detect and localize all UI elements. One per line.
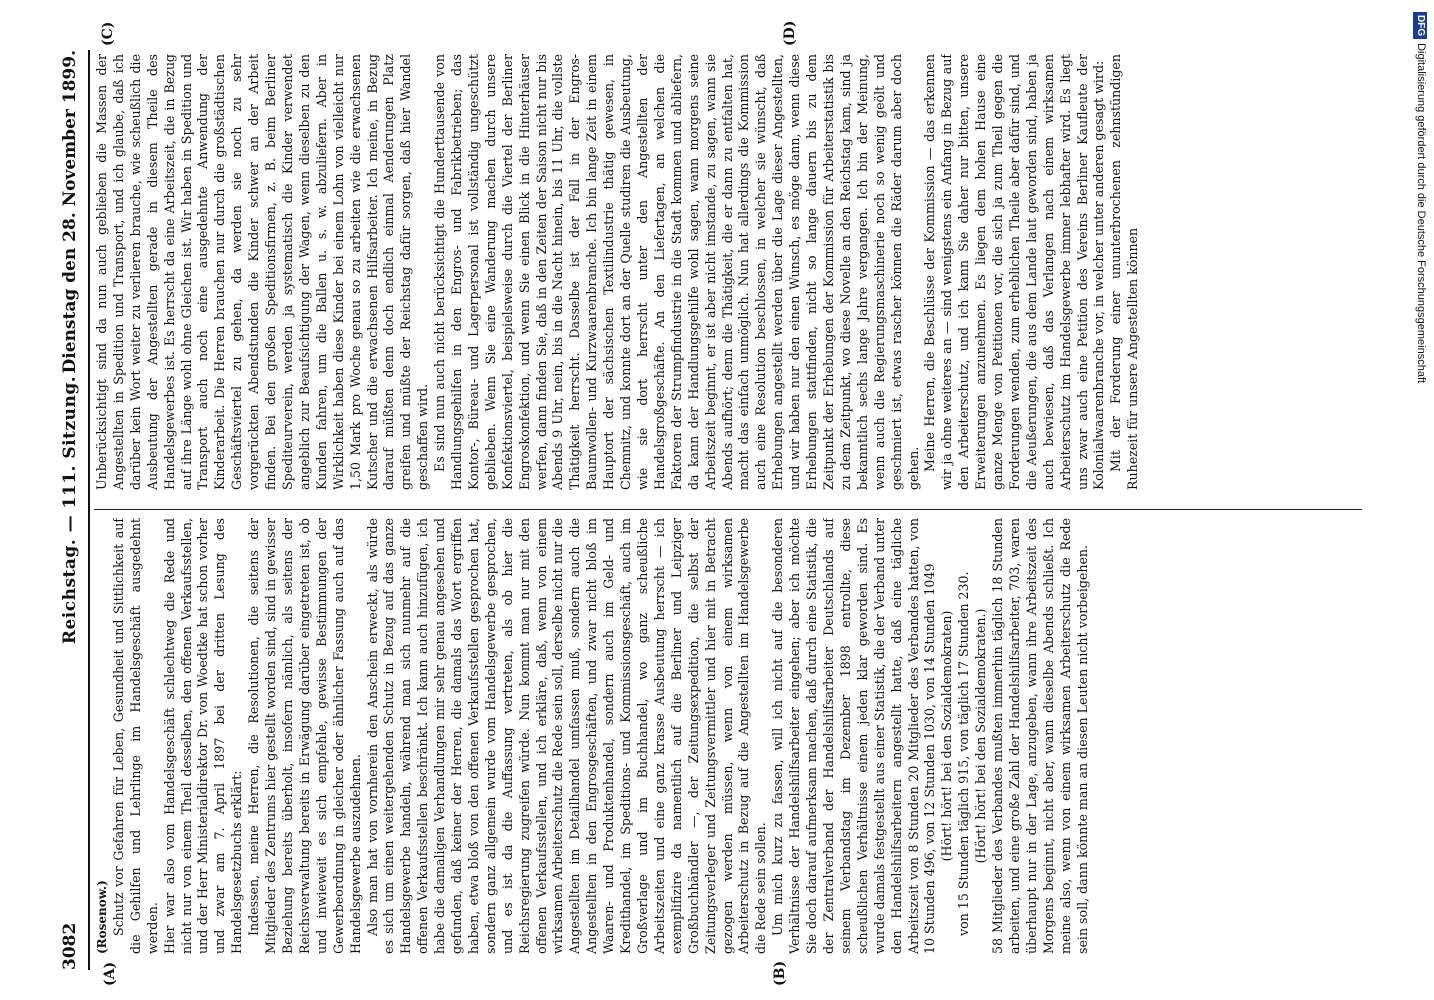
paragraph: 58 Mitglieder des Verbandes mußten immerhin täglich 18 Stunden arbeiten, und eine große Zahl der Handelshilfsarbeiter, 703, waren überhaupt nur in der Lage, anzugeben, wann ihre Arbeitszeit des Morgens beginnt, nicht aber, wann dieselbe Abends schließt. Ich meine also, wenn von einem wirksamen Arbeiterschutz die Rede sein soll, dann könnte man an diesen Leuten nicht vorbeigehen.: [990, 518, 1090, 954]
dfg-logo: DFG: [1413, 12, 1427, 39]
margin-mark-a: (A): [102, 961, 118, 986]
rotated-document-page: [42, 20, 1402, 990]
paragraph: Um mich kurz zu fassen, will ich nicht auf die besonderen Verhältnisse der Handelshilfsarbeiter eingehen; aber ich möchte Sie doch darauf aufmerksam machen, daß durch eine Statistik, die der Zentralverband der Handelshilfsarbeiter Deutschlands auf seinem Verbandstag im Dezember 1898 entrollte, diese scheußlichen Verhältnisse einem jeden klar geworden sind. Es wurde damals festgestellt aus einer Statistik, die der Verband unter den Handelshilfsarbeitern angestellt hatte, daß eine tägliche Arbeitszeit von 8 Stunden 20 Mitglieder des Verbandes hatten, von 10 Stunden 496, von 12 Stunden 1030, von 14 Stunden 1049: [770, 518, 938, 954]
paragraph: Hier war also vom Handelsgeschäft schlechtweg die Rede und nicht nur von einem Theil desselben, den offenen Verkaufsstellen, und der Herr Ministerialdirektor Dr. von Woedtke hat schon vorher und zwar am 7. April 1897 bei der dritten Lesung des Handelsgesetzbuchs erklärt:: [161, 518, 245, 954]
quoted-paragraph: Indessen, meine Herren, die Resolutionen, die seitens der Mitglieder des Zentrums hier gestellt worden sind, sind in gewisser Beziehung bereits überholt, insofern nämlich, als seitens der Reichsverwaltung bereits in Erwägung darüber eingetreten ist, ob und inwieweit es sich empfehle, gewisse Bestimmungen der Gewerbeordnung in gleicher oder ähnlicher Fassung auch auf das Handelsgewerbe auszudehnen.: [246, 518, 363, 954]
paragraph: Unberücksichtigt sind da nun auch geblieben die Massen der Angestellten in Spedition und Transport, und ich glaube, daß ich darüber kein Wort weiter zu verlieren brauche, wie scheußlich die Ausbeutung der Angestellten gerade in diesem Theile des Handelsgewerbes ist. Es herrscht da eine Arbeitszeit, die in Bezug auf ihre Länge wohl ohne Gleichen ist. Wir haben in Spedition und Transport auch noch eine ausgedehnte Anwendung der Kinderarbeit. Die Herren brauchen nur durch die großstädtischen Geschäftsviertel zu gehen, da werden sie noch zu sehr vorgerückten Abendstunden die Kinder schwer an der Arbeit finden. Bei den großen Speditionsfirmen, z. B. beim Berliner Spediteurverein, werden ja systematisch die Kinder verwendet angeblich zur Beaufsichtigung der Wagen, wenn dieselben zu den Kunden fahren, um die Ballen u. s. w. abzuliefern. Aber in Wirklichkeit haben diese Kinder bei einem Lohn von vielleicht nur 1,50 Mark pro Woche genau so zu arbeiten wie die erwachsenen Kutscher und die erwachsenen Hilfsarbeiter. Ich meine, in Bezug darauf müßten denn doch endlich einmal Aenderungen Platz greifen und müßte der Reichstag dafür sorgen, daß hier Wandel geschaffen wird.: [94, 54, 431, 490]
column-divider: [94, 509, 1362, 510]
paragraph: Mit der Forderung einer ununterbrochenen zehnstündigen Ruhezeit für unsere Angestellten können: [1108, 54, 1141, 490]
paragraph: Meine Herren, die Beschlüsse der Kommission — das erkennen wir ja ohne weiteres an — sind wenigstens ein Anfang in Bezug auf den Arbeiterschutz, und ich kann Sie daher nur bitten, unsere Erweiterungen anzunehmen. Es liegen dem hohen Hause eine ganze Menge von Petitionen vor, die sich ja zum Theil gegen die Forderungen wenden, zum erheblichen Theile aber dafür sind, und die Aeußerungen, die aus dem Lande laut geworden sind, haben ja auch bewiesen, daß das Verlangen nach einem wirksamen Arbeiterschutz im Handelsgewerbe immer lebhafter wird. Es liegt uns zwar auch eine Petition des Vereins Berliner Kaufleute der Kolonialwaarenbranche vor, in welcher unter anderen gesagt wird:: [922, 54, 1107, 490]
interjection: (Hört! hört! bei den Sozialdemokraten.): [973, 608, 989, 864]
header-rule: [88, 50, 90, 970]
interjection: (Hört! hört! bei den Sozialdemokraten): [939, 610, 955, 862]
paragraph: Schutz vor Gefahren für Leben, Gesundheit und Sittlichkeit auf die Gehilfen und Lehrlinge im Handelsgeschäft ausgedehnt werden.: [110, 518, 160, 954]
margin-mark-d: (D): [782, 20, 798, 46]
paragraph: von 15 Stunden täglich 915, von täglich 17 Stunden 230.: [956, 571, 972, 936]
page-number: 3082: [60, 922, 80, 970]
right-text-column: [94, 54, 1382, 490]
margin-mark-b: (B): [772, 960, 788, 986]
paragraph: Es sind nun auch nicht berücksichtigt die Hunderttausende von Handlungsgehilfen in den Engros- und Fabrikbetrieben; das Kontor-, Büreau- und Lagerpersonal ist vollständig ungeschützt geblieben. Wenn Sie eine Wanderung machen durch unsere Konfektionsviertel, beispielsweise durch die Viertel der Berliner Engroskonfektion, und wenn Sie einen Blick in die Hinterhäuser werfen, dann finden Sie, daß in den Zeiten der Saison nicht nur bis Abends 9 Uhr, nein, bis in die Nacht hinein, bis 11 Uhr, die vollste Thätigkeit herrscht. Dasselbe ist der Fall in der Engros-Baumwollen- und Kurzwaarenbranche. Ich bin lange Zeit in einem Hauptort der sächsischen Textilindustrie thätig gewesen, in Chemnitz, und konnte dort an der Quelle studiren die Ausbeutung, wie sie dort herrscht unter den Angestellten der Handelsgroßgeschäfte. An den Liefertagen, an welchen die Faktoren der Strumpfindustrie in die Stadt kommen und abliefern, da kann der Handlungsgehilfe wohl sagen, wann morgens seine Arbeitszeit beginnt, er ist aber nicht imstande, zu sagen, wann sie Abends aufhört; denn die Thätigkeit, die er dann zu entfalten hat, macht das einfach unmöglich. Nun hat allerdings die Kommission auch eine Resolution beschlossen, in welcher sie wünscht, daß Erhebungen angestellt werden über die Lage dieser Angestellten, und wir haben nur den einen Wunsch, es möge dann, wenn diese Erhebungen stattfinden, nicht so lange dauern bis zu dem Zeitpunkt der Erhebungen der Kommission für Arbeiterstatistik bis zu dem Zeitpunkt, wo diese Novelle an den Reichstag kam, sind ja bekanntlich sechs lange Jahre vergangen. Ich bin der Meinung, wenn auch die Regierungsmaschinerie noch so wenig geölt und geschmiert ist, etwas rascher können die Räder darum aber doch gehen.: [432, 54, 921, 490]
left-text-column: [94, 518, 1382, 954]
speaker-label: (Rosenow.): [95, 880, 109, 954]
session-date: Dienstag den 28. November 1899.: [60, 50, 80, 374]
digitization-credit-text: Digitalisierung gefördert durch die Deutsche Forschungsgemeinschaft: [1415, 43, 1427, 384]
page-header: [60, 50, 84, 970]
digitization-credit: [1414, 12, 1428, 982]
paragraph: Also man hat von vornherein den Anschein erweckt, als würde es sich um einen weitergehenden Schutz in Bezug auf das ganze Handelsgewerbe handeln, während man sich nunmehr auf die offenen Verkaufsstellen beschränkt. Ich kann auch hinzufügen, ich habe die damaligen Verhandlungen mir sehr genau angesehen und gefunden, daß keiner der Herren, die damals das Wort ergriffen haben, etwa bloß von den offenen Verkaufsstellen gesprochen hat, sondern ganz allgemein wurde vom Handelsgewerbe gesprochen, und es ist da die Auffassung vertreten, als ob hier die Reichsregierung zugreifen würde. Nun kommt man nur mit den offenen Verkaufsstellen, und ich erkläre, daß, wenn von einem wirksamen Arbeiterschutz die Rede sein soll, derselbe nicht nur die Angestellten im Detailhandel umfassen muß, sondern auch die Angestellten in den Engrosgeschäften, und zwar nicht bloß im Waaren- und Produktenhandel, sondern auch im Geld- und Kredithandel, im Speditions- und Kommissionsgeschäft, auch im Großverlage und im Buchhandel, wo ganz scheußliche Arbeitszeiten und eine ganz krasse Ausbeutung herrscht — ich exemplifizire da namentlich auf die Berliner und Leipziger Großbuchhändler —, der Zeitungsexpedition, die selbst der Zeitungsverleger und Zeitungsvermittler und hier mit in Betracht gezogen werden müssen, wenn von einem wirksamen Arbeiterschutz in Bezug auf die Angestellten im Handelsgewerbe die Rede sein sollen.: [364, 518, 769, 954]
margin-mark-c: (C): [100, 21, 116, 46]
running-title: Reichstag. — 111. Sitzung.: [60, 375, 80, 645]
